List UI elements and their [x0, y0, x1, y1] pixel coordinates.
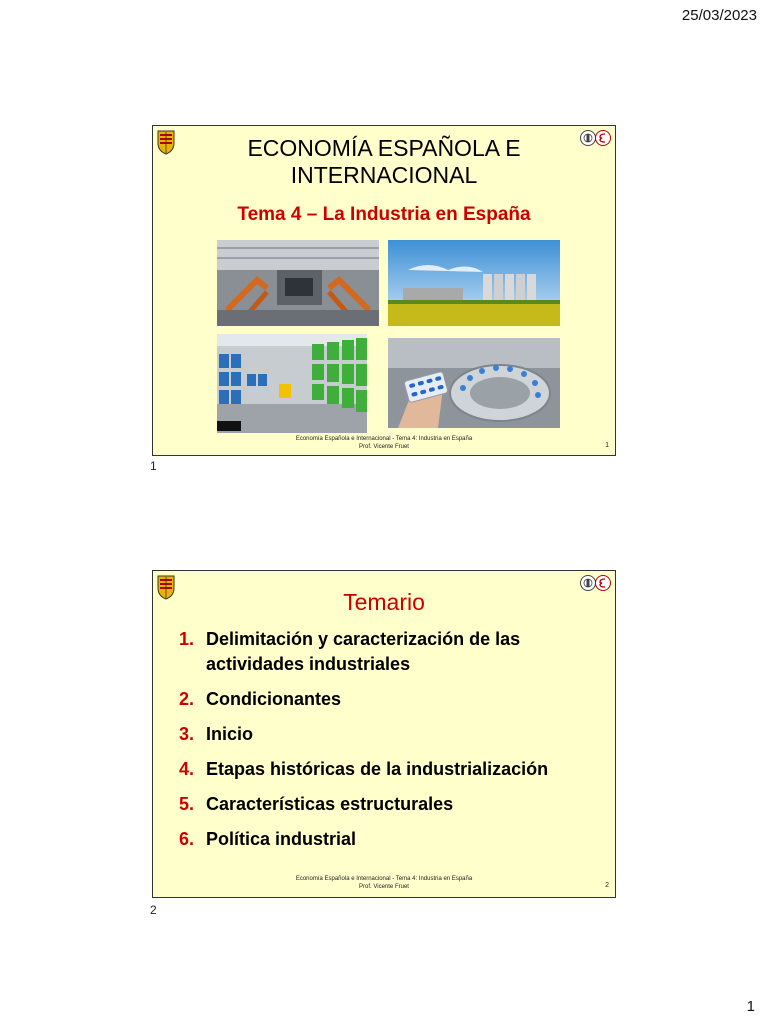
list-item — [179, 792, 609, 817]
slide-footer — [153, 435, 615, 451]
slide-title: ECONOMÍA ESPAÑOLA E INTERNACIONAL — [247, 135, 521, 188]
slide-2 — [152, 570, 616, 898]
item-number: 2. — [179, 689, 195, 709]
slide-title: Temario — [343, 589, 425, 615]
slide-number: 2 — [605, 882, 609, 889]
item-number: 3. — [179, 724, 195, 744]
pharmaceutical-production-photo — [388, 338, 560, 428]
slide-label: 2 — [150, 903, 157, 917]
slide-subtitle: Tema 4 – La Industria en España — [237, 204, 531, 225]
footer-course: Economía Española e Internacional - Tema 4: Industria en España — [295, 876, 473, 882]
item-number: 1. — [179, 629, 195, 649]
footer-course: Economía Española e Internacional - Tema 4: Industria en España — [295, 436, 473, 442]
item-text: Delimitación y caracterización de las actividades industriales — [206, 629, 521, 674]
footer-professor: Prof. Vicente Fruet — [359, 884, 409, 890]
list-item — [179, 627, 609, 677]
item-text: Política industrial — [206, 829, 357, 849]
table-of-contents — [179, 627, 609, 862]
slide-1 — [152, 125, 616, 456]
page-date: 25/03/2023 — [681, 7, 757, 24]
slide-label: 1 — [150, 459, 157, 473]
list-item — [179, 687, 609, 712]
item-text: Características estructurales — [206, 794, 454, 814]
item-number: 6. — [179, 829, 195, 849]
slide-footer — [153, 875, 615, 891]
list-item — [179, 757, 609, 782]
page-number: 1 — [746, 998, 755, 1015]
slide-number: 1 — [605, 442, 609, 449]
food-factory-field-photo — [388, 240, 560, 326]
factory-assembly-line-photo — [217, 240, 379, 326]
item-text: Etapas históricas de la industrialización — [206, 759, 549, 779]
footer-professor: Prof. Vicente Fruet — [359, 444, 409, 450]
list-item — [179, 827, 609, 852]
list-item — [179, 722, 609, 747]
item-number: 5. — [179, 794, 195, 814]
item-number: 4. — [179, 759, 195, 779]
item-text: Inicio — [206, 724, 254, 744]
item-text: Condicionantes — [206, 689, 342, 709]
chemical-warehouse-photo — [217, 334, 367, 433]
